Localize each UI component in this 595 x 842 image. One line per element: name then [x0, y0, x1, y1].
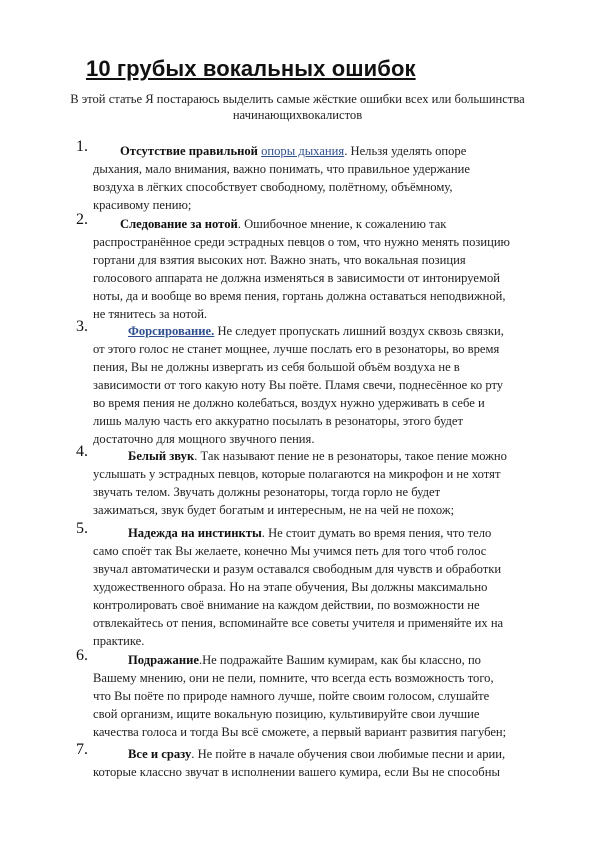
item-first-line: [128, 322, 540, 340]
item-line: само споёт так Вы желаете, конечно Мы учимся петь для того чтоб голос: [93, 544, 487, 558]
item-lead: Подражание: [128, 653, 199, 667]
item-line: достаточно для мощного звучного пения.: [93, 432, 315, 446]
item-line: зажиматься, звук будет богатым и интересным, не на чей не похож;: [93, 503, 455, 517]
item-text: . Не пойте в начале обучения свои любимые песни и арии,: [191, 747, 506, 761]
item-text: . Не стоит думать во время пения, что тело: [261, 526, 492, 540]
item-number: 5.: [76, 520, 88, 537]
item-first-line: [120, 215, 540, 233]
item-line: распространённое среди эстрадных певцов о том, что нужно менять позицию: [93, 235, 510, 249]
item-first-line: [128, 651, 540, 669]
item-text: . Нельзя уделять опоре: [344, 144, 467, 158]
item-first-line: [128, 524, 540, 542]
item-lead: Надежда на инстинкты: [128, 526, 262, 540]
page-subtitle: В этой статье Я постараюсь выделить самые жёсткие ошибки всех или большинства начинающихвокалистов: [70, 92, 525, 122]
item-text: . Ошибочное мнение, к сожалению так: [237, 217, 447, 231]
item-number: 1.: [76, 138, 88, 155]
item-number: 7.: [76, 741, 88, 758]
item-line: красивому пению;: [93, 198, 192, 212]
item-line: звучал автоматически и разум оставался свободным для чувств и обработки: [93, 562, 502, 576]
item-line: художественного образа. Но на этапе обучения, Вы должны максимально: [93, 580, 488, 594]
item-line: практике.: [93, 634, 145, 648]
item-text: Не следует пропускать лишний воздух сквозь связки,: [214, 324, 504, 338]
page-title: 10 грубых вокальных ошибок: [86, 56, 416, 81]
forcing-link[interactable]: Форсирование.: [128, 324, 215, 338]
item-lead: Все и сразу: [128, 747, 192, 761]
item-first-line: [128, 745, 540, 763]
item-line: Вашему мнению, они не пели, помните, что всегда есть возможность того,: [93, 671, 494, 685]
item-lead: Белый звук: [128, 449, 195, 463]
item-line: что Вы поёте по природе намного лучше, пойте своим голосом, слушайте: [93, 689, 490, 703]
item-line: контролировать своё внимание на каждом действии, по возможности не: [93, 598, 480, 612]
item-lead: Отсутствие правильной: [120, 144, 262, 158]
item-text: . Так называют пение не в резонаторы, такое пение можно: [194, 449, 507, 463]
item-line: дыхания, мало внимания, важно понимать, что правильное удержание: [93, 162, 470, 176]
item-line: лишь малую часть его аккуратно посылать в резонаторы, этого будет: [93, 414, 463, 428]
item-line: звучать телом. Звучать должны резонаторы, тогда горло не будет: [93, 485, 441, 499]
item-text: .Не подражайте Вашим кумирам, как бы классно, по: [198, 653, 481, 667]
item-line: не тянитесь за нотой.: [93, 307, 208, 321]
item-number: 2.: [76, 211, 88, 228]
item-line: услышать у эстрадных певцов, которые полагаются на микрофон и не хотят: [93, 467, 501, 481]
item-number: 6.: [76, 647, 88, 664]
item-line: качества голоса и тогда Вы всё сможете, а первый вариант развития пагубен;: [93, 725, 507, 739]
item-line: которые классно звучат в исполнении вашего кумира, если Вы не способны: [93, 765, 500, 779]
item-line: от этого голос не станет мощнее, лучше послать его в резонаторы, во время: [93, 342, 500, 356]
item-line: пения, Вы не должны извергать из себя большой объём воздуха не в: [93, 360, 460, 374]
item-number: 4.: [76, 443, 88, 460]
item-first-line: [120, 142, 540, 160]
item-lead: Следование за нотой: [120, 217, 238, 231]
item-line: зависимости от того какую ноту Вы поёте. Пламя свечи, поднесённое ко рту: [93, 378, 504, 392]
item-line: свой организм, ищите вокальную позицию, культивируйте свои лучшие: [93, 707, 480, 721]
breath-support-link[interactable]: опоры дыхания: [261, 144, 345, 158]
item-first-line: [128, 447, 540, 465]
item-line: ноты, да и вообще во время пения, гортань должна оставаться неподвижной,: [93, 289, 506, 303]
item-line: во время пения не должно колебаться, воздух нужно удерживать в себе и: [93, 396, 485, 410]
item-line: отвлекайтесь от пения, вспоминайте все советы учителя и применяйте их на: [93, 616, 504, 630]
item-line: голосового аппарата не должна изменяться в зависимости от интонируемой: [93, 271, 501, 285]
item-line: воздуха в лёгких способствует свободному, полётному, объёмному,: [93, 180, 453, 194]
item-line: гортани для взятия высоких нот. Важно знать, что вокальная позиция: [93, 253, 466, 267]
item-number: 3.: [76, 318, 88, 335]
